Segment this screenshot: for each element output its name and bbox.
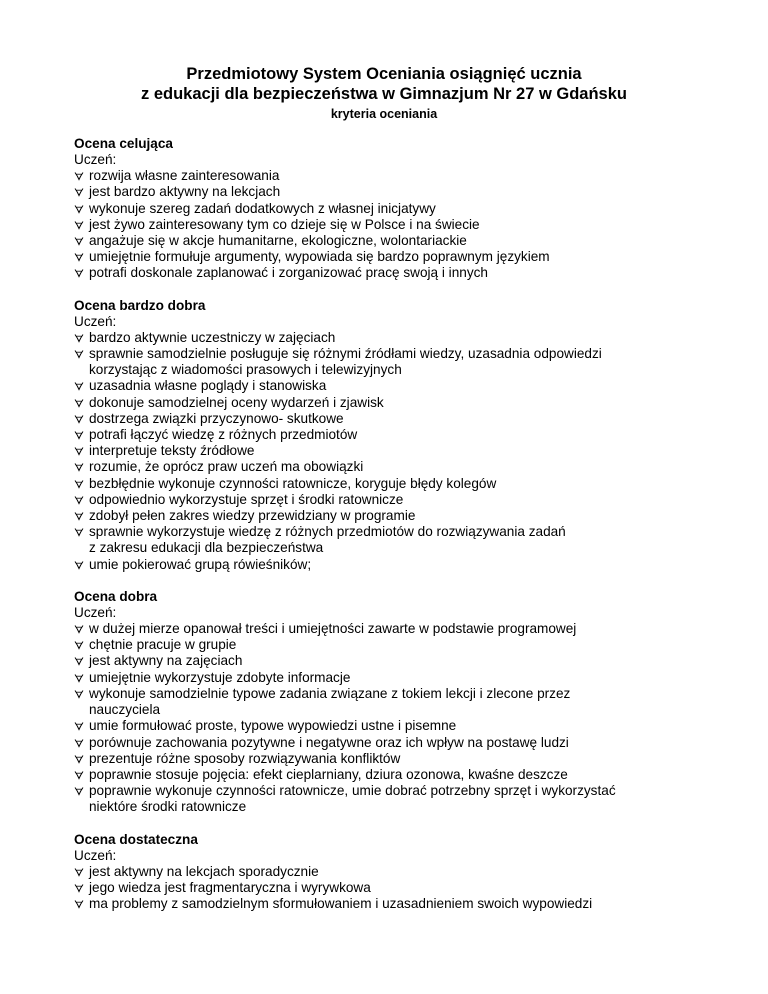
list-item <box>74 557 714 573</box>
wingdings-bullet-icon <box>74 398 84 408</box>
criteria-list <box>74 621 714 702</box>
list-item-text: ma problemy z samodzielnym sformułowaniem i uzasadnieniem swoich wypowiedzi <box>89 896 593 912</box>
list-item-text: zdobył pełen zakres wiedzy przewidziany w programie <box>89 508 416 524</box>
section-title: Ocena dobra <box>74 588 158 604</box>
list-item <box>74 427 714 443</box>
list-item <box>74 168 714 184</box>
list-item-text: umiejętnie formułuje argumenty, wypowiada się bardzo poprawnym językiem <box>89 249 550 265</box>
wingdings-bullet-icon <box>74 252 84 262</box>
list-item-text: odpowiednio wykorzystuje sprzęt i środki ratownicze <box>89 491 404 507</box>
criteria-list <box>74 718 714 799</box>
wingdings-bullet-icon <box>74 204 84 214</box>
wingdings-bullet-icon <box>74 268 84 278</box>
wingdings-bullet-icon <box>74 867 84 877</box>
wingdings-bullet-icon <box>74 673 84 683</box>
list-item <box>74 767 714 783</box>
list-item <box>74 459 714 475</box>
list-item-text: w dużej mierze opanował treści i umiejętności zawarte w podstawie programowej <box>89 621 577 637</box>
list-item-continuation: nauczyciela <box>89 702 161 718</box>
list-item <box>74 492 714 508</box>
list-item-text: dokonuje samodzielnej oceny wydarzeń i zjawisk <box>89 394 384 410</box>
list-item <box>74 686 714 702</box>
list-item <box>74 330 714 346</box>
wingdings-bullet-icon <box>74 770 84 780</box>
section-lead: Uczeń: <box>74 847 117 863</box>
list-item <box>74 637 714 653</box>
section-lead: Uczeń: <box>74 313 117 329</box>
wingdings-bullet-icon <box>74 883 84 893</box>
criteria-content <box>74 135 714 927</box>
wingdings-bullet-icon <box>74 527 84 537</box>
list-item <box>74 508 714 524</box>
wingdings-bullet-icon <box>74 187 84 197</box>
wingdings-bullet-icon <box>74 430 84 440</box>
wingdings-bullet-icon <box>74 333 84 343</box>
list-item-text: jest aktywny na zajęciach <box>89 653 243 669</box>
wingdings-bullet-icon <box>74 786 84 796</box>
list-item-text: prezentuje różne sposoby rozwiązywania konfliktów <box>89 750 401 766</box>
list-item-text: rozwija własne zainteresowania <box>89 168 280 184</box>
list-item-text: chętnie pracuje w grupie <box>89 637 237 653</box>
list-item <box>74 896 714 912</box>
list-item <box>74 265 714 281</box>
document-subtitle: kryteria oceniania <box>330 107 438 121</box>
wingdings-bullet-icon <box>74 624 84 634</box>
section-ocena-celujaca <box>74 135 714 282</box>
section-title: Ocena bardzo dobra <box>74 297 206 313</box>
wingdings-bullet-icon <box>74 738 84 748</box>
list-item <box>74 718 714 734</box>
list-item-text: wykonuje samodzielnie typowe zadania związane z tokiem lekcji i zlecone przez <box>89 685 571 701</box>
list-item-text: bardzo aktywnie uczestniczy w zajęciach <box>89 329 336 345</box>
list-item-text: angażuje się w akcje humanitarne, ekologiczne, wolontariackie <box>89 233 467 249</box>
list-item-text: sprawnie wykorzystuje wiedzę z różnych przedmiotów do rozwiązywania zadań <box>89 524 566 540</box>
criteria-list <box>74 378 714 540</box>
section-ocena-bardzo-dobra <box>74 297 714 573</box>
list-item-text: poprawnie stosuje pojęcia: efekt cieplarniany, dziura ozonowa, kwaśne deszcze <box>89 766 568 782</box>
wingdings-bullet-icon <box>74 495 84 505</box>
list-item-text: rozumie, że oprócz praw uczeń ma obowiązki <box>89 459 364 475</box>
list-item <box>74 184 714 200</box>
list-item <box>74 443 714 459</box>
wingdings-bullet-icon <box>74 656 84 666</box>
wingdings-bullet-icon <box>74 220 84 230</box>
list-item <box>74 653 714 669</box>
wingdings-bullet-icon <box>74 754 84 764</box>
list-item <box>74 233 714 249</box>
list-item-continuation: niektóre środki ratownicze <box>89 799 247 815</box>
document-header <box>0 64 768 123</box>
wingdings-bullet-icon <box>74 899 84 909</box>
list-item-text: jest bardzo aktywny na lekcjach <box>89 184 281 200</box>
list-item <box>74 880 714 896</box>
wingdings-bullet-icon <box>74 479 84 489</box>
wingdings-bullet-icon <box>74 462 84 472</box>
wingdings-bullet-icon <box>74 236 84 246</box>
list-item <box>74 346 714 362</box>
list-item-text: wykonuje szereg zadań dodatkowych z własnej inicjatywy <box>89 200 436 216</box>
wingdings-bullet-icon <box>74 560 84 570</box>
section-lead: Uczeń: <box>74 152 117 167</box>
list-item-text: jego wiedza jest fragmentaryczna i wyrywkowa <box>89 879 371 895</box>
list-item-text: umie pokierować grupą rówieśników; <box>89 556 312 572</box>
list-item-continuation: korzystając z wiadomości prasowych i telewizyjnych <box>89 362 402 378</box>
list-item-text: porównuje zachowania pozytywne i negatywne oraz ich wpływ na postawę ludzi <box>89 734 569 750</box>
wingdings-bullet-icon <box>74 414 84 424</box>
section-ocena-dobra <box>74 588 714 816</box>
list-item <box>74 411 714 427</box>
criteria-list <box>74 557 714 573</box>
list-item <box>74 783 714 799</box>
list-item <box>74 864 714 880</box>
section-title: Ocena dostateczna <box>74 831 198 847</box>
list-item-text: poprawnie wykonuje czynności ratownicze, umie dobrać potrzebny sprzęt i wykorzystać <box>89 783 616 799</box>
list-item <box>74 395 714 411</box>
list-item <box>74 249 714 265</box>
list-item-text: umiejętnie wykorzystuje zdobyte informacje <box>89 669 351 685</box>
wingdings-bullet-icon <box>74 349 84 359</box>
criteria-list <box>74 330 714 362</box>
list-item <box>74 378 714 394</box>
list-item <box>74 201 714 217</box>
list-item <box>74 621 714 637</box>
wingdings-bullet-icon <box>74 640 84 650</box>
wingdings-bullet-icon <box>74 446 84 456</box>
list-item <box>74 217 714 233</box>
list-item <box>74 735 714 751</box>
wingdings-bullet-icon <box>74 511 84 521</box>
criteria-list <box>74 864 714 913</box>
section-ocena-dostateczna <box>74 831 714 913</box>
list-item-text: sprawnie samodzielnie posługuje się różnymi źródłami wiedzy, uzasadnia odpowiedzi <box>89 346 602 362</box>
list-item <box>74 670 714 686</box>
section-title: Ocena celująca <box>74 136 173 151</box>
list-item-text: potrafi doskonale zaplanować i zorganizować pracę swoją i innych <box>89 265 488 281</box>
list-item-continuation: z zakresu edukacji dla bezpieczeństwa <box>89 540 324 556</box>
list-item-text: jest aktywny na lekcjach sporadycznie <box>89 863 319 879</box>
list-item-text: jest żywo zainteresowany tym co dzieje się w Polsce i na świecie <box>89 216 480 232</box>
list-item-text: uzasadnia własne poglądy i stanowiska <box>89 378 327 394</box>
list-item-text: potrafi łączyć wiedzę z różnych przedmiotów <box>89 427 358 443</box>
list-item-text: interpretuje teksty źródłowe <box>89 443 255 459</box>
wingdings-bullet-icon <box>74 721 84 731</box>
wingdings-bullet-icon <box>74 381 84 391</box>
list-item-text: bezbłędnie wykonuje czynności ratownicze, koryguje błędy kolegów <box>89 475 497 491</box>
document-title-line-2: z edukacji dla bezpieczeństwa w Gimnazjum Nr 27 w Gdańsku <box>141 85 627 103</box>
list-item <box>74 524 714 540</box>
list-item-text: dostrzega związki przyczynowo- skutkowe <box>89 410 344 426</box>
wingdings-bullet-icon <box>74 171 84 181</box>
section-lead: Uczeń: <box>74 604 117 620</box>
criteria-list <box>74 168 714 281</box>
list-item <box>74 476 714 492</box>
list-item <box>74 751 714 767</box>
list-item-text: umie formułować proste, typowe wypowiedzi ustne i pisemne <box>89 718 457 734</box>
document-title-line-1: Przedmiotowy System Oceniania osiągnięć ucznia <box>186 65 582 83</box>
wingdings-bullet-icon <box>74 689 84 699</box>
